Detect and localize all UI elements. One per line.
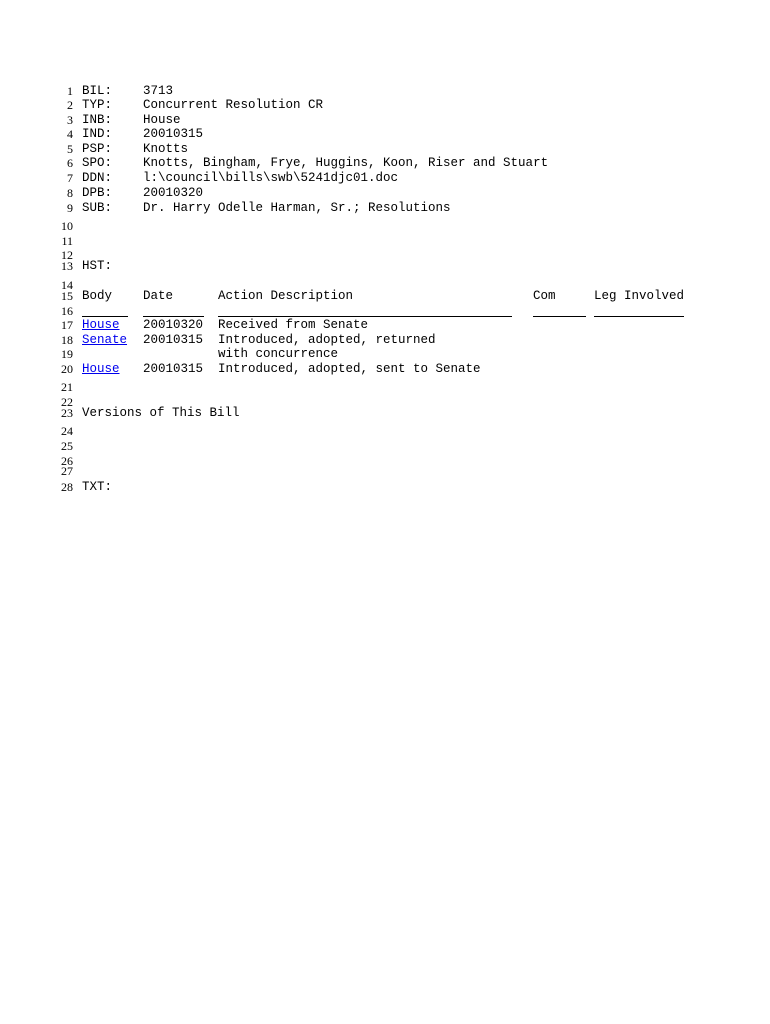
field-key-inb: INB: (82, 113, 113, 127)
history-header-date: Date (143, 289, 174, 303)
history-row-action: Introduced, adopted, returned (218, 333, 436, 347)
history-header-action: Action Description (218, 289, 354, 303)
field-key-ind: IND: (82, 127, 113, 141)
field-value-inb: House (143, 113, 181, 127)
line-number: 26 (61, 454, 73, 468)
field-key-typ: TYP: (82, 98, 113, 112)
header-underline-body (82, 316, 128, 317)
history-row-body-link[interactable]: Senate (82, 333, 128, 347)
line-number: 25 (61, 439, 73, 453)
header-underline-action (218, 316, 512, 317)
field-key-sub: SUB: (82, 201, 113, 215)
line-number: 14 (61, 278, 73, 292)
line-number: 15 (61, 289, 73, 303)
line-number: 3 (67, 113, 73, 127)
history-label: HST: (82, 259, 113, 273)
line-number: 19 (61, 347, 73, 361)
versions-heading: Versions of This Bill (82, 406, 240, 420)
history-row-date: 20010315 (143, 333, 204, 347)
line-number: 5 (67, 142, 73, 156)
header-underline-date (143, 316, 204, 317)
line-number: 17 (61, 318, 73, 332)
line-number: 2 (67, 98, 73, 112)
header-underline-com (533, 316, 586, 317)
line-number: 7 (67, 171, 73, 185)
line-number: 24 (61, 424, 73, 438)
line-number: 12 (61, 248, 73, 262)
line-number: 27 (61, 464, 73, 478)
field-value-dpb: 20010320 (143, 186, 204, 200)
history-row-date: 20010320 (143, 318, 204, 332)
line-number: 10 (61, 219, 73, 233)
field-value-ind: 20010315 (143, 127, 204, 141)
field-value-ddn: l:\council\bills\swb\5241djc01.doc (143, 171, 399, 185)
field-value-typ: Concurrent Resolution CR (143, 98, 324, 112)
line-number: 1 (67, 84, 73, 98)
line-number: 16 (61, 304, 73, 318)
line-number: 13 (61, 259, 73, 273)
line-number: 20 (61, 362, 73, 376)
field-key-dpb: DPB: (82, 186, 113, 200)
line-number: 23 (61, 406, 73, 420)
history-header-body: Body (82, 289, 113, 303)
field-key-psp: PSP: (82, 142, 113, 156)
history-row-action: Received from Senate (218, 318, 369, 332)
history-row-body-link[interactable]: House (82, 318, 120, 332)
header-underline-leg (594, 316, 684, 317)
line-number: 6 (67, 156, 73, 170)
history-header-com: Com (533, 289, 556, 303)
history-row-body-link[interactable]: House (82, 362, 120, 376)
history-row-action-continued: with concurrence (218, 347, 339, 361)
line-number: 21 (61, 380, 73, 394)
line-number: 22 (61, 395, 73, 409)
line-number: 9 (67, 201, 73, 215)
text-label: TXT: (82, 480, 113, 494)
history-row-action: Introduced, adopted, sent to Senate (218, 362, 481, 376)
field-key-ddn: DDN: (82, 171, 113, 185)
field-key-bil: BIL: (82, 84, 113, 98)
history-row-date: 20010315 (143, 362, 204, 376)
field-key-spo: SPO: (82, 156, 113, 170)
line-number: 28 (61, 480, 73, 494)
history-header-leg: Leg Involved (594, 289, 685, 303)
line-number: 11 (61, 234, 73, 248)
field-value-sub: Dr. Harry Odelle Harman, Sr.; Resolutions (143, 201, 451, 215)
field-value-bil: 3713 (143, 84, 174, 98)
field-value-psp: Knotts (143, 142, 189, 156)
line-number: 8 (67, 186, 73, 200)
line-number: 18 (61, 333, 73, 347)
line-number: 4 (67, 127, 73, 141)
field-value-spo: Knotts, Bingham, Frye, Huggins, Koon, Riser and Stuart (143, 156, 549, 170)
